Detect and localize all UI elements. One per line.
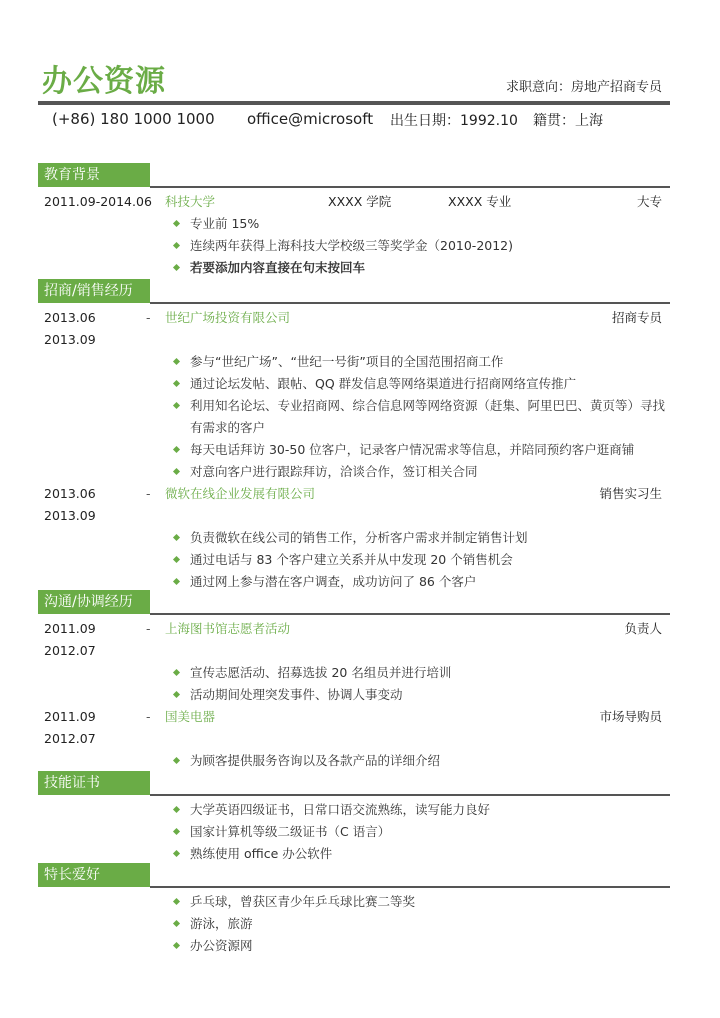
bullet-icon xyxy=(173,264,180,271)
list-item: 专业前 15% xyxy=(38,213,670,235)
list-item: 大学英语四级证书，日常口语交流熟练，读写能力良好 xyxy=(38,799,670,821)
bullet-icon xyxy=(173,402,180,409)
start-date: 2013.06 xyxy=(44,310,96,325)
entry-header xyxy=(38,706,670,728)
list-item: 活动期间处理突发事件、协调人事变动 xyxy=(38,684,670,706)
list-item: 为顾客提供服务咨询以及各款产品的详细介绍 xyxy=(38,750,670,772)
section-title: 教育背景 xyxy=(38,163,150,187)
end-date: 2013.09 xyxy=(44,332,96,347)
list-item: 游泳，旅游 xyxy=(38,913,670,935)
start-date: 2011.09 xyxy=(44,709,96,724)
section-divider xyxy=(150,186,670,188)
education-section xyxy=(38,163,670,279)
entry-header xyxy=(38,483,670,505)
date-dash: - xyxy=(146,486,151,501)
list-item: 参与“世纪广场”、“世纪一号街”项目的全国范围招商工作 xyxy=(38,351,670,373)
bullet-icon xyxy=(173,220,180,227)
list-item: 办公资源网 xyxy=(38,935,670,957)
list-item: 连续两年获得上海科技大学校级三等奖学金（2010-2012) xyxy=(38,235,670,257)
hobbies-section xyxy=(38,863,670,957)
section-divider xyxy=(150,794,670,796)
section-title: 招商/销售经历 xyxy=(38,279,150,303)
bullet-icon xyxy=(173,358,180,365)
list-item: 国家计算机等级二级证书（C 语言） xyxy=(38,821,670,843)
birth-date: 出生日期：1992.10 xyxy=(390,113,518,129)
organization: 上海图书馆志愿者活动 xyxy=(165,621,291,636)
role: 招商专员 xyxy=(611,310,662,325)
bullet-icon xyxy=(173,757,180,764)
bullet-icon xyxy=(173,468,180,475)
role: 负责人 xyxy=(624,621,662,636)
bullet-icon xyxy=(173,691,180,698)
email: office@microsoft xyxy=(247,110,374,128)
entry-header xyxy=(38,618,670,640)
organization: 国美电器 xyxy=(165,709,216,724)
list-item: 宣传志愿活动、招募选拔 20 名组员并进行培训 xyxy=(38,662,670,684)
communication-section xyxy=(38,590,670,772)
degree: 大专 xyxy=(636,194,662,209)
bullet-icon xyxy=(173,242,180,249)
bullet-icon xyxy=(173,534,180,541)
organization: 微软在线企业发展有限公司 xyxy=(165,486,316,501)
bullet-icon xyxy=(173,446,180,453)
section-divider xyxy=(150,302,670,304)
bullet-icon xyxy=(173,669,180,676)
bullet-icon xyxy=(173,578,180,585)
bullet-icon xyxy=(173,806,180,813)
list-item: 每天电话拜访 30-50 位客户，记录客户情况需求等信息，并陪同预约客户逛商铺 xyxy=(38,439,670,461)
entry-header xyxy=(38,307,670,329)
end-date: 2013.09 xyxy=(44,508,96,523)
list-item: 利用知名论坛、专业招商网、综合信息网等网络资源（赶集、阿里巴巴、黄页等）寻找有需求的客户 xyxy=(38,395,670,439)
start-date: 2011.09 xyxy=(44,621,96,636)
native-place: 籍贯：上海 xyxy=(533,113,603,129)
school: 科技大学 xyxy=(165,194,216,209)
bullet-icon xyxy=(173,556,180,563)
start-date: 2013.06 xyxy=(44,486,96,501)
major: XXXX 专业 xyxy=(448,194,512,209)
bullet-icon xyxy=(173,920,180,927)
end-date: 2012.07 xyxy=(44,643,96,658)
section-divider xyxy=(150,613,670,615)
date-dash: - xyxy=(146,621,151,636)
list-item: 通过网上参与潜在客户调查，成功访问了 86 个客户 xyxy=(38,571,670,593)
end-date: 2012.07 xyxy=(44,731,96,746)
list-item: 对意向客户进行跟踪拜访，洽谈合作，签订相关合同 xyxy=(38,461,670,483)
section-title: 特长爱好 xyxy=(38,863,150,887)
header-divider xyxy=(38,101,670,105)
bullet-icon xyxy=(173,850,180,857)
role: 市场导购员 xyxy=(599,709,662,724)
list-item: 通过论坛发帖、跟帖、QQ 群发信息等网络渠道进行招商网络宣传推广 xyxy=(38,373,670,395)
sales-section xyxy=(38,279,670,593)
candidate-name: 办公资源 xyxy=(42,64,166,99)
section-title: 沟通/协调经历 xyxy=(38,590,150,614)
list-item: 通过电话与 83 个客户建立关系并从中发现 20 个销售机会 xyxy=(38,549,670,571)
bullet-icon xyxy=(173,898,180,905)
list-item: 负责微软在线公司的销售工作，分析客户需求并制定销售计划 xyxy=(38,527,670,549)
phone: (+86) 180 1000 1000 xyxy=(52,110,215,128)
bullet-icon xyxy=(173,828,180,835)
list-item: 若要添加内容直接在句末按回车 xyxy=(38,257,670,279)
date-dash: - xyxy=(146,709,151,724)
job-objective: 求职意向：房地产招商专员 xyxy=(505,80,662,95)
organization: 世纪广场投资有限公司 xyxy=(165,310,291,325)
bullet-icon xyxy=(173,942,180,949)
section-divider xyxy=(150,886,670,888)
list-item: 熟练使用 office 办公软件 xyxy=(38,843,670,865)
skills-section xyxy=(38,771,670,865)
date-dash: - xyxy=(146,310,151,325)
college: XXXX 学院 xyxy=(328,194,392,209)
role: 销售实习生 xyxy=(599,486,662,501)
bullet-icon xyxy=(173,380,180,387)
edu-date: 2011.09-2014.06 xyxy=(44,194,152,209)
section-title: 技能证书 xyxy=(38,771,150,795)
list-item: 乒乓球，曾获区青少年乒乓球比赛二等奖 xyxy=(38,891,670,913)
